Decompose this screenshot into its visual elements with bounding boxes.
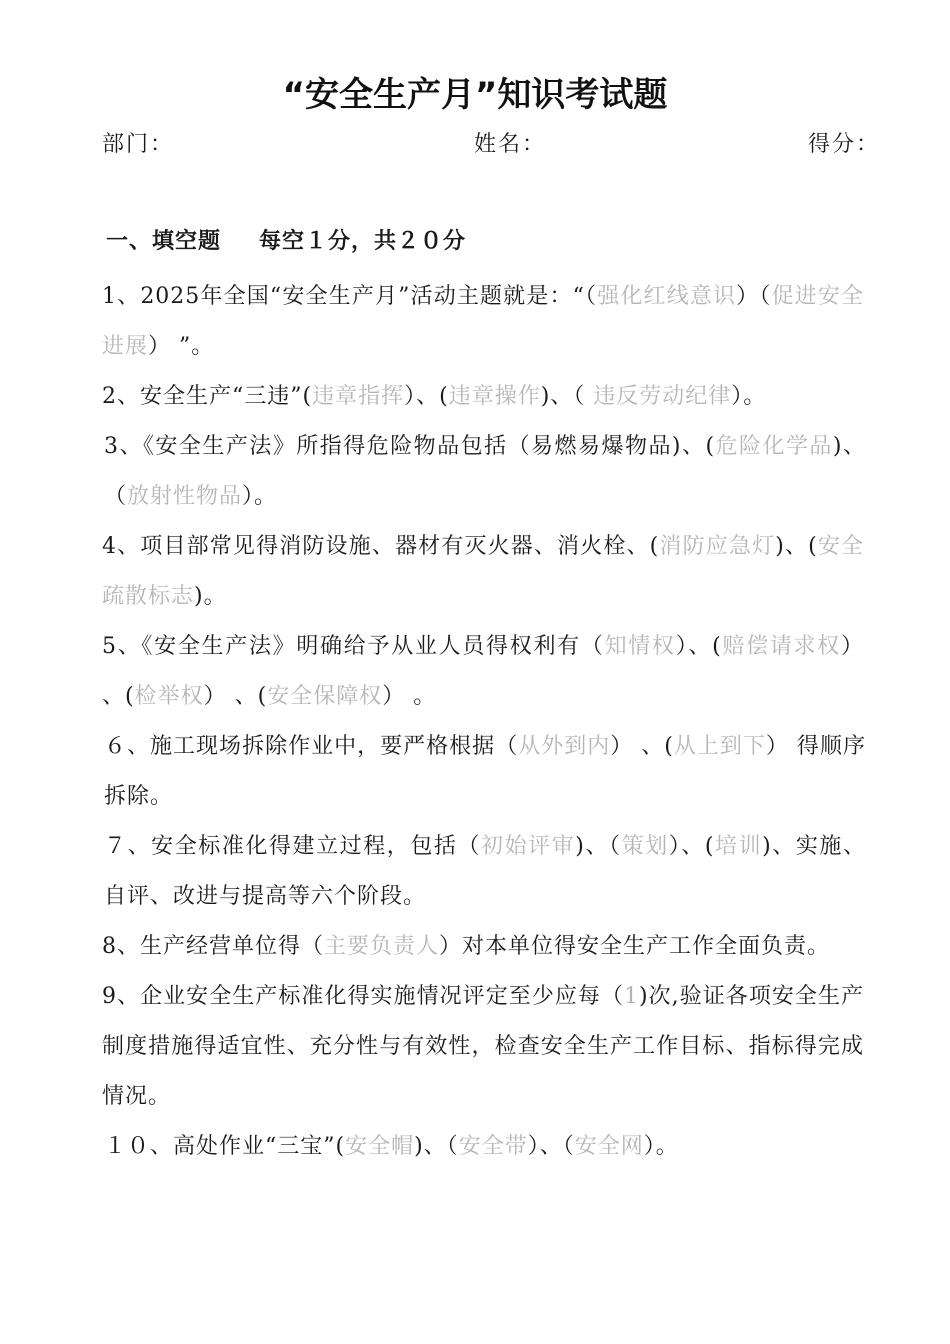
answer-text: 安全网 [574,1134,644,1159]
answer-text: 违反劳动纪律 [593,384,732,409]
answer-text: 安全疏散标志 [102,534,864,609]
question-text: ）（ [736,284,772,309]
question-item [104,1122,866,1172]
question-text: ） ”。 [148,334,215,359]
answer-text: 策划 [621,834,669,859]
question-text: ） 。 [382,684,437,709]
answer-text: 1 [624,984,639,1009]
question-item [104,722,866,822]
page-title: “安全生产月”知识考试题 [282,75,668,115]
question-text: ） 、( [102,634,864,709]
question-item [104,422,866,522]
section-heading [106,225,466,259]
question-text: )、（ [540,384,594,409]
answer-text: 知情权 [604,634,676,659]
question-text: ） 、( [203,684,268,709]
answer-text: 违章操作 [448,384,541,409]
answer-text: 安全保障权 [267,684,383,709]
section-label: 一、填空题 [106,229,222,254]
question-text: ）、（ [527,1134,575,1159]
question-text: ）。 [731,384,767,409]
question-text: )、( [775,534,818,559]
score-field-label: 得分： [808,132,881,157]
question-item [102,522,864,622]
question-text: 2、安全生产“三违”( [102,384,313,409]
question-text: 1、2025年全国“安全生产月”活动主题就是：“（ [102,284,598,309]
question-text: ） 得顺序拆除。 [104,734,866,809]
answer-text: 初始评审 [481,834,576,859]
question-text: )。 [194,584,227,609]
question-item [102,622,864,722]
question-text: ）、( [668,834,715,859]
question-item [102,272,864,372]
question-item [104,822,866,922]
answer-text: 危险化学品 [715,434,833,459]
answer-text: 从上到下 [673,734,766,759]
section-scoring: 每空１分，共２０分 [259,229,467,254]
question-text: １０、高处作业“三宝”( [104,1134,346,1159]
question-list [0,272,950,1172]
question-text: ）、( [675,634,722,659]
answer-text: 从外到内 [518,734,611,759]
answer-text: 培训 [714,834,763,859]
answer-text: 违章指挥 [312,384,405,409]
question-text: )、实施、自评、改进与提高等六个阶段。 [104,834,866,909]
name-field-label: 姓名： [474,132,547,157]
question-item [102,372,864,422]
question-text: ６、施工现场拆除作业中，要严格根据（ [104,734,519,759]
answer-text: 主要负责人 [324,934,440,959]
question-text: )次,验证各项安全生产制度措施得适宜性、充分性与有效性，检查安全生产工作目标、指标得完成情况。 [102,984,865,1109]
answer-text: 消防应急灯 [659,534,776,559]
question-text: ７、安全标准化得建立过程，包括（ [104,834,482,859]
question-item [102,972,864,1122]
question-text: 9、企业安全生产标准化得实施情况评定至少应每（ [102,984,624,1009]
question-text: 4、项目部常见得消防设施、器材有灭火器、消火栓、( [102,534,660,559]
question-text: 3、《安全生产法》所指得危险物品包括（易燃易爆物品)、( [104,434,716,459]
question-text: 8、生产经营单位得（ [102,934,324,959]
answer-text: 安全带 [458,1134,528,1159]
answer-text: 检举权 [134,684,204,709]
question-text: ）、( [404,384,449,409]
question-text: )、（ [575,834,622,859]
answer-text: 放射性物品 [127,484,243,509]
question-text: ） 、( [610,734,674,759]
department-field-label: 部门： [102,132,175,157]
question-text: )、（ [414,1134,459,1159]
question-text: ）。 [242,484,278,509]
answer-text: 安全帽 [345,1134,415,1159]
question-text: 5、《安全生产法》明确给予从业人员得权利有（ [102,634,605,659]
answer-text: 促进安全进展 [102,284,864,359]
question-text: ）。 [643,1134,679,1159]
question-text: ）对本单位得安全生产工作全面负责。 [439,934,831,959]
question-item [102,922,864,972]
question-text: )、（ [104,434,866,509]
answer-text: 赔偿请求权 [721,634,841,659]
answer-text: 强化红线意识 [597,284,737,309]
